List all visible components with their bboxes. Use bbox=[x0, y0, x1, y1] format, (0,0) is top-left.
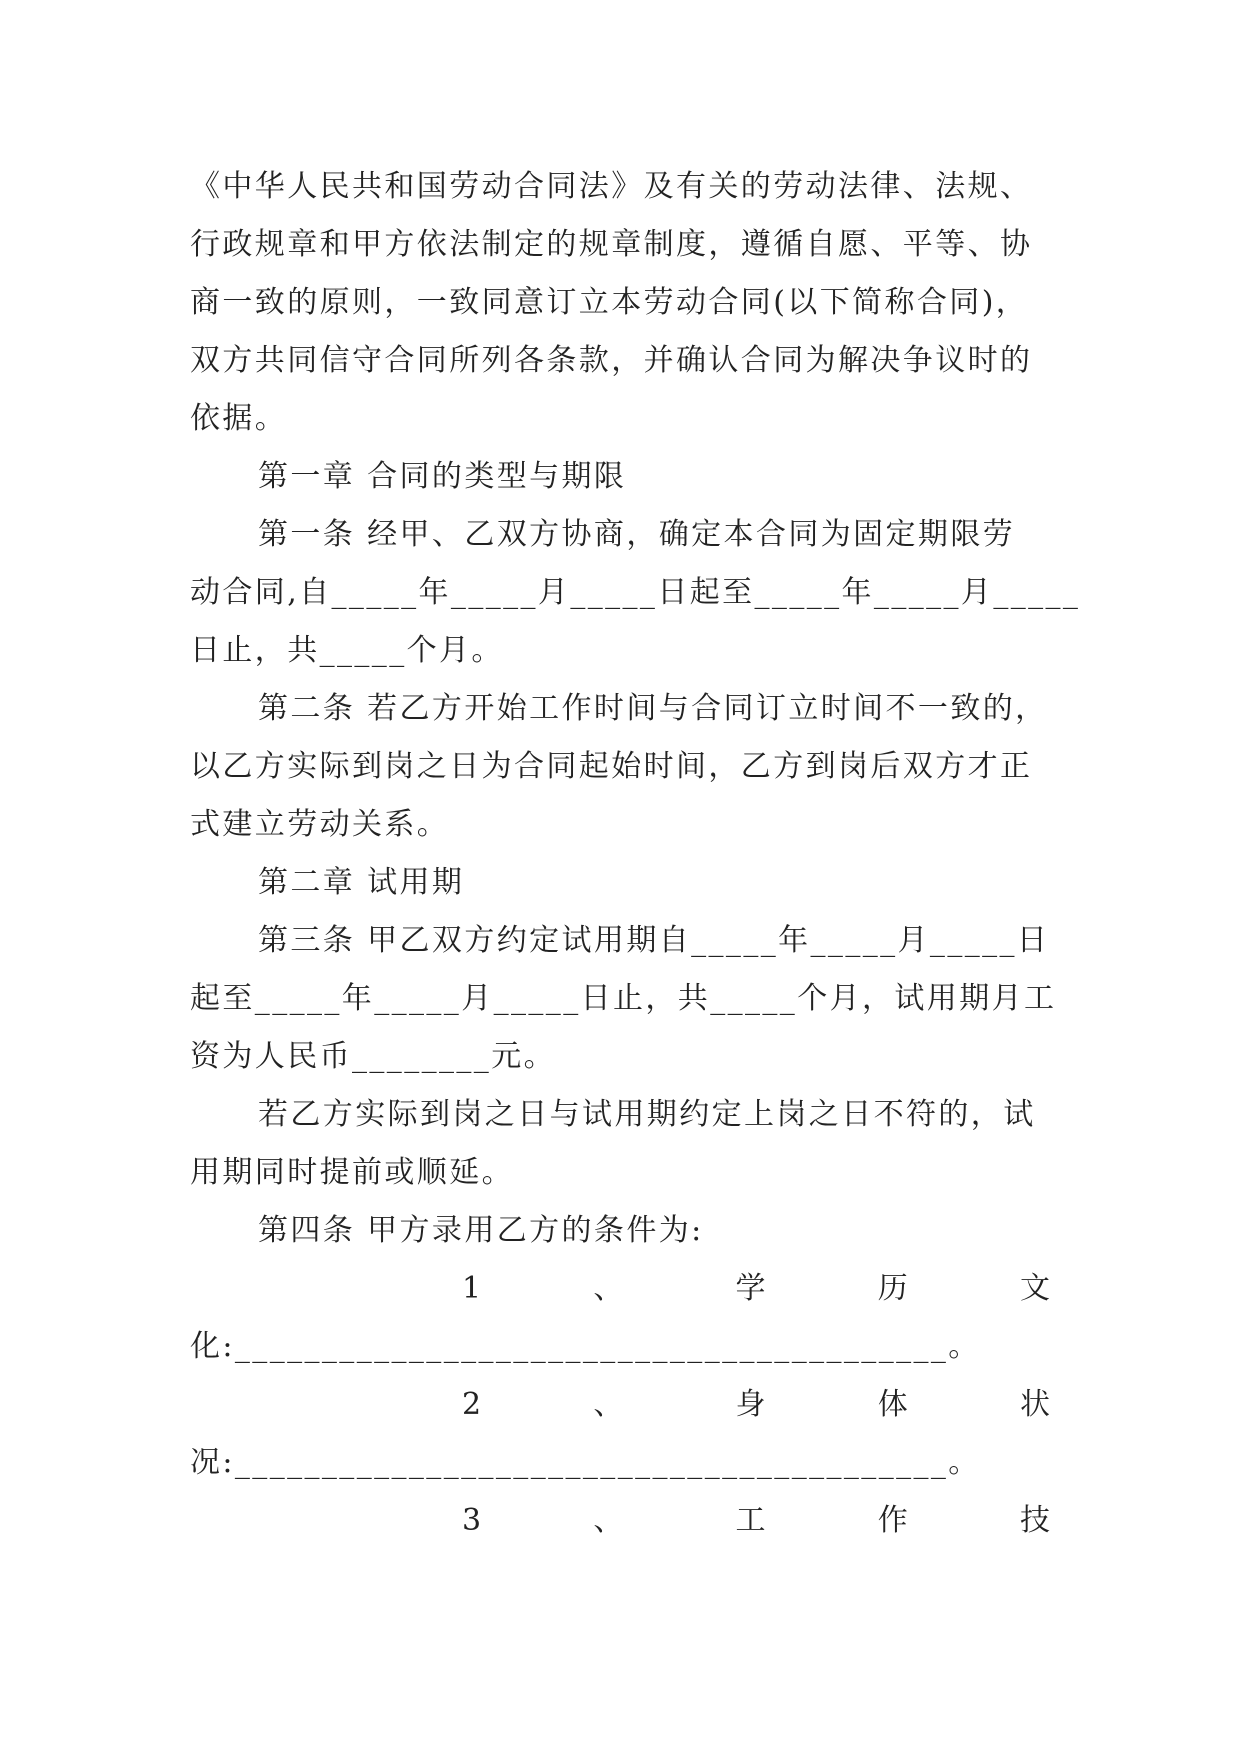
paragraph-line: 行政规章和甲方依法制定的规章制度，遵循自愿、平等、协 bbox=[190, 227, 1033, 262]
paragraph-line: 《中华人民共和国劳动合同法》及有关的劳动法律、法规、 bbox=[190, 169, 1033, 204]
item-separator: 、 bbox=[593, 1271, 624, 1306]
article-line: 起至_____年_____月_____日止，共_____个月，试用期月工 bbox=[190, 981, 1057, 1016]
paragraph-line: 用期同时提前或顺延。 bbox=[190, 1155, 514, 1190]
item-separator: 、 bbox=[593, 1387, 624, 1422]
chapter-heading: 第二章 试用期 bbox=[258, 865, 465, 900]
article-line: 第二条 若乙方开始工作时间与合同订立时间不一致的， bbox=[258, 691, 1048, 726]
item-char: 历 bbox=[877, 1271, 908, 1306]
article-line: 式建立劳动关系。 bbox=[190, 807, 450, 842]
condition-item-education-blank: 化:_________________________________________。 bbox=[190, 1329, 981, 1364]
item-char: 体 bbox=[877, 1387, 908, 1422]
contract-body bbox=[190, 158, 1081, 1550]
item-char: 文 bbox=[1019, 1271, 1050, 1306]
article-line: 日止，共_____个月。 bbox=[190, 633, 504, 668]
item-char: 状 bbox=[1019, 1387, 1050, 1422]
article-line: 第四条 甲方录用乙方的条件为: bbox=[258, 1213, 704, 1248]
article-line: 资为人民币________元。 bbox=[190, 1039, 556, 1074]
item-char: 工 bbox=[735, 1503, 766, 1538]
paragraph-line: 若乙方实际到岗之日与试用期约定上岗之日不符的，试 bbox=[258, 1097, 1036, 1132]
item-number: 1 bbox=[462, 1271, 482, 1306]
item-char: 技 bbox=[1019, 1503, 1050, 1538]
article-line: 以乙方实际到岗之日为合同起始时间，乙方到岗后双方才正 bbox=[190, 749, 1033, 784]
item-number: 2 bbox=[462, 1387, 482, 1422]
article-line: 第三条 甲乙双方约定试用期自_____年_____月_____日 bbox=[258, 923, 1050, 958]
condition-item-health-blank: 况:_________________________________________。 bbox=[190, 1445, 981, 1480]
item-number: 3 bbox=[462, 1503, 482, 1538]
condition-item-skills bbox=[190, 1492, 1050, 1550]
paragraph-line: 商一致的原则，一致同意订立本劳动合同(以下简称合同)， bbox=[190, 285, 1029, 320]
condition-item-education bbox=[190, 1260, 1050, 1318]
item-separator: 、 bbox=[593, 1503, 624, 1538]
item-char: 身 bbox=[735, 1387, 766, 1422]
item-char: 作 bbox=[877, 1503, 908, 1538]
paragraph-line: 依据。 bbox=[190, 401, 288, 436]
article-line: 第一条 经甲、乙双方协商，确定本合同为固定期限劳 bbox=[258, 517, 1016, 552]
article-line: 动合同,自_____年_____月_____日起至_____年_____月_____ bbox=[190, 575, 1081, 610]
paragraph-line: 双方共同信守合同所列各条款，并确认合同为解决争议时的 bbox=[190, 343, 1033, 378]
item-char: 学 bbox=[735, 1271, 766, 1306]
condition-item-health bbox=[190, 1376, 1050, 1434]
chapter-heading: 第一章 合同的类型与期限 bbox=[258, 459, 627, 494]
